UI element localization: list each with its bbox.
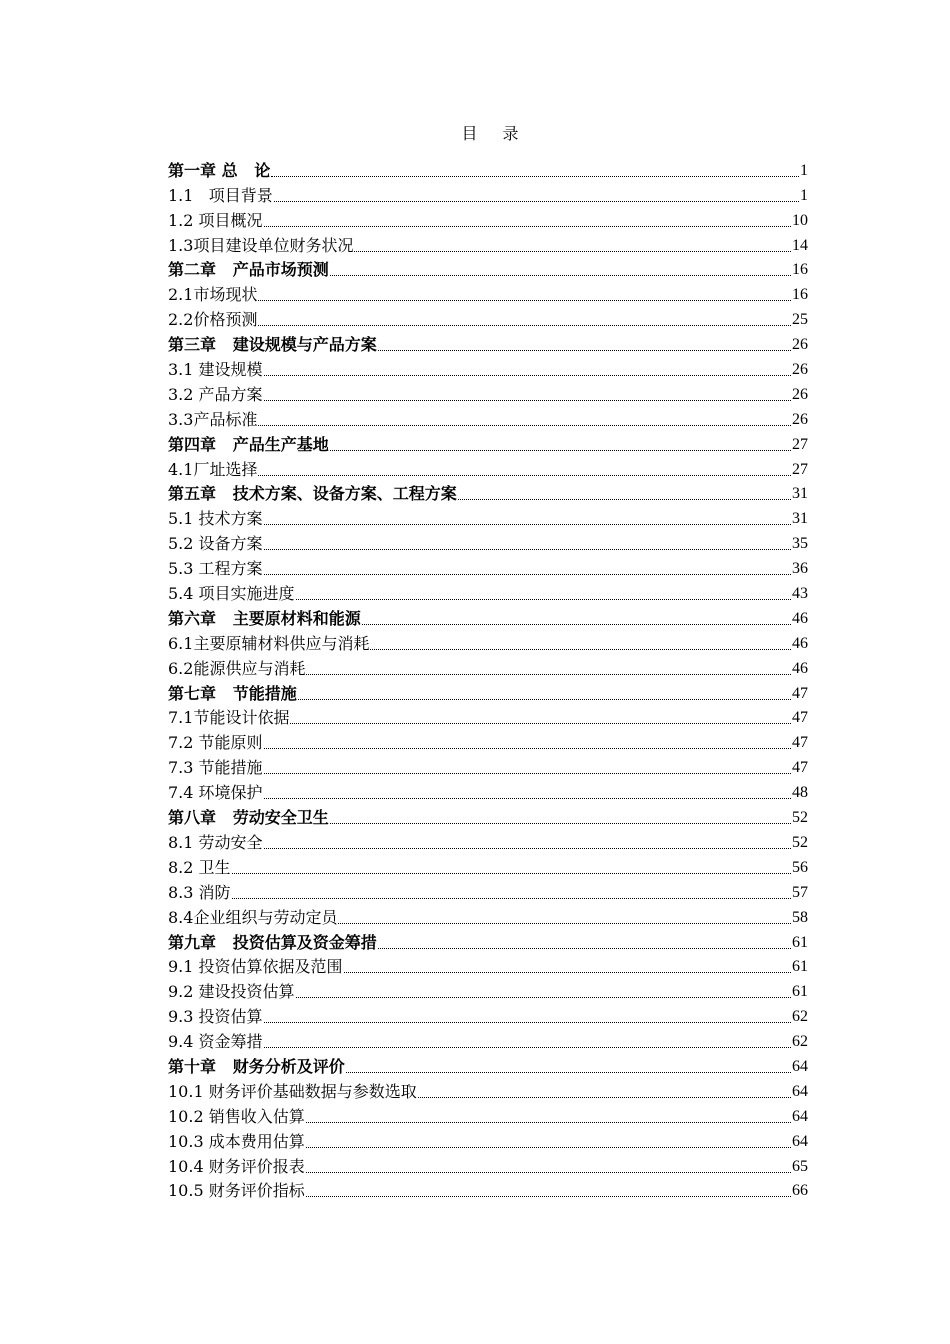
dot-leader [330,823,791,824]
toc-entry-title: 2.2价格预测 [168,310,258,330]
toc-section-entry[interactable] [168,182,808,207]
toc-page-number: 47 [792,684,808,702]
dot-leader [264,524,791,525]
toc-section-entry[interactable] [168,630,808,655]
toc-chapter-entry[interactable] [168,929,808,954]
toc-entry-title: 1.2 项目概况 [168,210,263,230]
dot-leader [274,201,799,202]
toc-section-entry[interactable] [168,879,808,904]
toc-entry-title: 7.3 节能措施 [168,758,263,778]
toc-section-entry[interactable] [168,1028,808,1053]
toc-section-entry[interactable] [168,729,808,754]
dot-leader [306,1147,791,1148]
toc-entry-title: 7.1节能设计依据 [168,708,290,728]
toc-section-entry[interactable] [168,356,808,381]
dot-leader [264,773,791,774]
toc-page-number: 52 [792,833,808,851]
toc-page-number: 16 [792,286,808,304]
toc-page-number: 36 [792,560,808,578]
toc-section-entry[interactable] [168,530,808,555]
toc-page-number: 66 [792,1182,808,1200]
toc-page-number: 47 [792,734,808,752]
toc-page-number: 25 [792,311,808,329]
toc-chapter-entry[interactable] [168,605,808,630]
toc-page-number: 26 [792,361,808,379]
toc-page-number: 64 [792,1082,808,1100]
toc-entry-title: 4.1厂址选择 [168,459,258,479]
toc-entry-title: 10.1 财务评价基础数据与参数选取 [168,1081,417,1101]
toc-entry-title: 9.2 建设投资估算 [168,982,295,1002]
toc-chapter-entry[interactable] [168,431,808,456]
toc-page-number: 10 [792,211,808,229]
toc-page-number: 62 [792,1008,808,1026]
toc-chapter-entry[interactable] [168,680,808,705]
dot-leader [264,798,791,799]
toc-section-entry[interactable] [168,754,808,779]
dot-leader [264,574,791,575]
toc-section-entry[interactable] [168,505,808,530]
toc-entry-title: 第三章 建设规模与产品方案 [168,335,377,355]
toc-entry-title: 3.1 建设规模 [168,360,263,380]
toc-entry-title: 8.3 消防 [168,882,231,902]
toc-page-number: 1 [800,186,808,204]
toc-section-entry[interactable] [168,829,808,854]
toc-page-number: 26 [792,385,808,403]
toc-section-entry[interactable] [168,705,808,730]
toc-entry-title: 10.5 财务评价指标 [168,1181,305,1201]
toc-entry-title: 3.3产品标准 [168,409,258,429]
toc-section-entry[interactable] [168,1153,808,1178]
toc-section-entry[interactable] [168,456,808,481]
toc-page-number: 31 [792,510,808,528]
toc-entry-title: 第一章 总 论 [168,160,271,180]
dot-leader [362,624,791,625]
toc-page-number: 16 [792,261,808,279]
toc-entry-title: 5.3 工程方案 [168,559,263,579]
dot-leader [232,873,791,874]
toc-page-number: 26 [792,336,808,354]
toc-page-number: 47 [792,709,808,727]
toc-chapter-entry[interactable] [168,1053,808,1078]
toc-page-number: 64 [792,1057,808,1075]
dot-leader [232,898,791,899]
dot-leader [264,1022,791,1023]
toc-section-entry[interactable] [168,381,808,406]
toc-section-entry[interactable] [168,232,808,257]
dot-leader [330,450,791,451]
toc-page-number: 62 [792,1033,808,1051]
toc-entry-title: 8.2 卫生 [168,857,231,877]
dot-leader [264,748,791,749]
dot-leader [264,848,791,849]
toc-section-entry[interactable] [168,978,808,1003]
toc-entry-title: 3.2 产品方案 [168,384,263,404]
dot-leader [378,350,791,351]
toc-entry-title: 7.4 环境保护 [168,783,263,803]
dot-leader [346,1072,791,1073]
toc-entry-title: 9.3 投资估算 [168,1007,263,1027]
toc-page-number: 61 [792,983,808,1001]
toc-chapter-entry[interactable] [168,257,808,282]
dot-leader [306,1196,791,1197]
toc-page-number: 46 [792,659,808,677]
toc-section-entry[interactable] [168,306,808,331]
toc-entry-title: 第四章 产品生产基地 [168,434,329,454]
toc-entry-title: 第六章 主要原材料和能源 [168,608,361,628]
toc-page-number: 58 [792,908,808,926]
dot-leader [330,275,791,276]
toc-entry-title: 第十章 财务分析及评价 [168,1056,345,1076]
toc-chapter-entry[interactable] [168,481,808,506]
toc-page-number: 52 [792,809,808,827]
toc-entry-title: 10.4 财务评价报表 [168,1156,305,1176]
toc-chapter-entry[interactable] [168,804,808,829]
dot-leader [264,375,791,376]
toc-page-number: 27 [792,460,808,478]
toc-page-number: 1 [800,161,808,179]
dot-leader [344,972,791,973]
toc-page-number: 46 [792,634,808,652]
toc-page-number: 57 [792,883,808,901]
toc-page-number: 61 [792,933,808,951]
toc-chapter-entry[interactable] [168,157,808,182]
table-of-contents [168,157,808,1202]
toc-page-number: 65 [792,1157,808,1175]
toc-page-number: 64 [792,1132,808,1150]
dot-leader [296,997,791,998]
toc-section-entry[interactable] [168,904,808,929]
toc-page-number: 35 [792,535,808,553]
toc-section-entry[interactable] [168,1003,808,1028]
toc-page-number: 47 [792,759,808,777]
dot-leader [306,1122,791,1123]
toc-page-number: 31 [792,485,808,503]
dot-leader [258,300,791,301]
toc-page-number: 61 [792,958,808,976]
toc-entry-title: 6.1主要原辅材料供应与消耗 [168,633,370,653]
toc-entry-title: 7.2 节能原则 [168,733,263,753]
toc-entry-title: 5.1 技术方案 [168,509,263,529]
dot-leader [264,400,791,401]
toc-section-entry[interactable] [168,207,808,232]
toc-page-number: 26 [792,410,808,428]
toc-entry-title: 第八章 劳动安全卫生 [168,808,329,828]
toc-page-number: 27 [792,435,808,453]
toc-entry-title: 2.1市场现状 [168,285,258,305]
page-title: 目 录 [461,124,529,143]
toc-section-entry[interactable] [168,281,808,306]
toc-entry-title: 第二章 产品市场预测 [168,260,329,280]
dot-leader [264,1047,791,1048]
toc-entry-title: 1.1 项目背景 [168,185,273,205]
toc-entry-title: 5.4 项目实施进度 [168,584,295,604]
dot-leader [290,723,791,724]
dot-leader [306,674,791,675]
dot-leader [338,923,791,924]
toc-page-number: 48 [792,784,808,802]
toc-section-entry[interactable] [168,580,808,605]
toc-chapter-entry[interactable] [168,331,808,356]
dot-leader [264,226,791,227]
toc-entry-title: 5.2 设备方案 [168,534,263,554]
toc-entry-title: 6.2能源供应与消耗 [168,658,306,678]
toc-entry-title: 8.1 劳动安全 [168,832,263,852]
toc-section-entry[interactable] [168,954,808,979]
toc-section-entry[interactable] [168,779,808,804]
toc-section-entry[interactable] [168,555,808,580]
dot-leader [258,475,791,476]
toc-section-entry[interactable] [168,1078,808,1103]
toc-section-entry[interactable] [168,1178,808,1203]
dot-leader [378,948,791,949]
toc-section-entry[interactable] [168,1128,808,1153]
dot-leader [458,499,791,500]
dot-leader [418,1097,791,1098]
dot-leader [306,1172,791,1173]
dot-leader [271,176,799,177]
dot-leader [264,549,791,550]
toc-entry-title: 10.2 销售收入估算 [168,1106,305,1126]
toc-page-number: 14 [792,236,808,254]
dot-leader [296,599,791,600]
dot-leader [354,251,791,252]
toc-entry-title: 第五章 技术方案、设备方案、工程方案 [168,484,457,504]
toc-page-number: 43 [792,585,808,603]
toc-section-entry[interactable] [168,1103,808,1128]
toc-page-number: 64 [792,1107,808,1125]
toc-entry-title: 9.1 投资估算依据及范围 [168,957,343,977]
dot-leader [258,425,791,426]
toc-page-number: 56 [792,858,808,876]
toc-entry-title: 1.3项目建设单位财务状况 [168,235,354,255]
dot-leader [298,699,791,700]
toc-section-entry[interactable] [168,655,808,680]
toc-entry-title: 第九章 投资估算及资金筹措 [168,932,377,952]
toc-page-number: 46 [792,609,808,627]
toc-entry-title: 9.4 资金筹措 [168,1032,263,1052]
toc-section-entry[interactable] [168,854,808,879]
toc-entry-title: 第七章 节能措施 [168,683,297,703]
toc-section-entry[interactable] [168,406,808,431]
toc-entry-title: 10.3 成本费用估算 [168,1131,305,1151]
dot-leader [258,325,791,326]
toc-entry-title: 8.4企业组织与劳动定员 [168,907,338,927]
dot-leader [370,649,791,650]
